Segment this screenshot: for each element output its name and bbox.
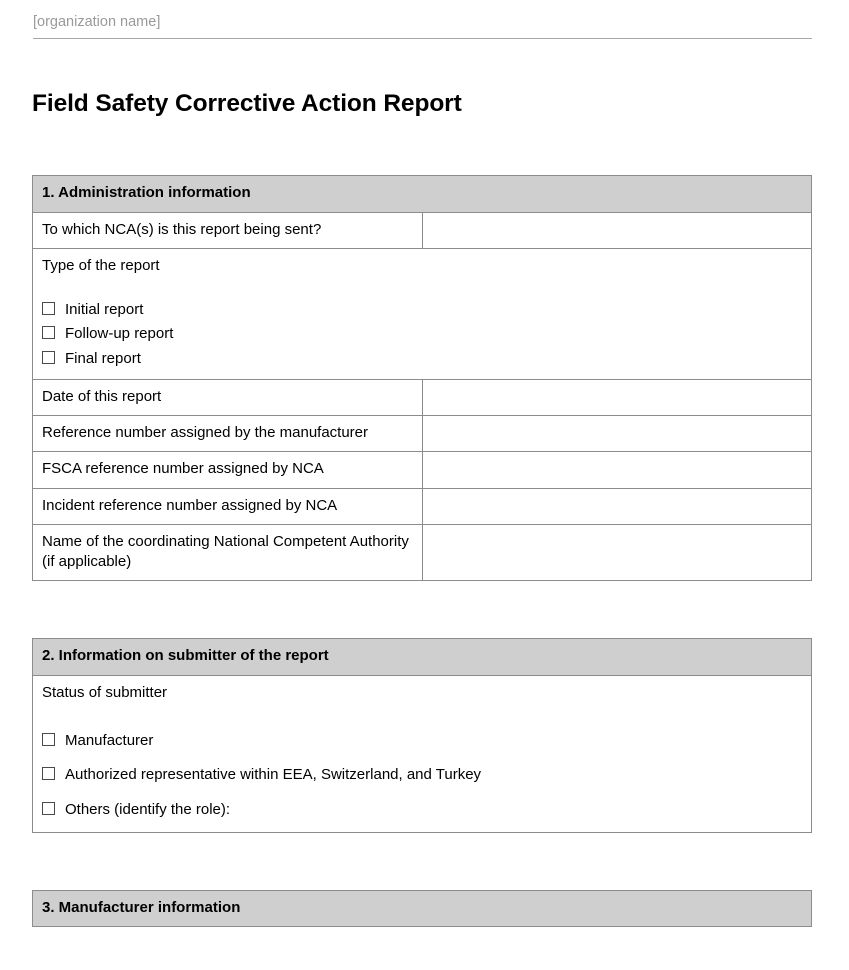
field-coordinating-nca-name[interactable] — [422, 524, 812, 581]
page-title: Field Safety Corrective Action Report — [32, 90, 462, 118]
checkbox-label: Initial report — [65, 301, 144, 319]
checkbox-icon[interactable] — [42, 326, 55, 339]
label-coordinating-nca-name: Name of the coordinating National Competent Authority (if applicable) — [33, 524, 423, 581]
spacer-section1-to-section2 — [32, 581, 817, 638]
field-manufacturer-reference-number[interactable] — [422, 416, 812, 452]
table-row — [33, 488, 812, 524]
checkbox-row-follow-up-report[interactable] — [42, 322, 802, 346]
cell-status-of-submitter — [33, 675, 812, 832]
checkbox-icon[interactable] — [42, 351, 55, 364]
field-incident-reference-number[interactable] — [422, 488, 812, 524]
label-manufacturer-reference-number: Reference number assigned by the manufacturer — [33, 416, 423, 452]
spacer — [42, 276, 802, 298]
table-row — [33, 379, 812, 415]
section-3-manufacturer-information — [32, 890, 812, 927]
label-report-type: Type of the report — [42, 256, 160, 274]
checkbox-icon[interactable] — [42, 767, 55, 780]
checkbox-label: Others (identify the role): — [65, 800, 231, 818]
report-type-checkbox-group — [42, 276, 802, 371]
checkbox-row-initial-report[interactable] — [42, 298, 802, 322]
checkbox-icon[interactable] — [42, 733, 55, 746]
organization-header — [33, 0, 812, 39]
cell-report-type — [33, 248, 812, 379]
checkbox-icon[interactable] — [42, 802, 55, 815]
label-date-of-report: Date of this report — [33, 379, 423, 415]
field-nca-recipients[interactable] — [422, 212, 812, 248]
checkbox-label: Follow-up report — [65, 325, 174, 343]
spacer — [42, 703, 802, 729]
checkbox-label: Manufacturer — [65, 731, 154, 749]
table-row — [33, 675, 812, 832]
label-incident-reference-number: Incident reference number assigned by NCA — [33, 488, 423, 524]
table-row — [33, 890, 812, 926]
section-3-heading: 3. Manufacturer information — [33, 890, 812, 926]
section-1-heading: 1. Administration information — [33, 176, 812, 212]
table-row — [33, 176, 812, 212]
field-date-of-report[interactable] — [422, 379, 812, 415]
checkbox-label: Final report — [65, 349, 141, 367]
checkbox-row-manufacturer[interactable] — [42, 729, 802, 753]
label-nca-recipients: To which NCA(s) is this report being sent? — [33, 212, 423, 248]
spacer-section2-to-section3 — [32, 833, 817, 890]
table-row — [33, 452, 812, 488]
spacer-title-to-section1 — [32, 118, 817, 175]
checkbox-row-others[interactable] — [42, 798, 802, 822]
section-2-submitter-information — [32, 638, 812, 832]
checkbox-row-final-report[interactable] — [42, 347, 802, 371]
submitter-status-checkbox-group — [42, 703, 802, 822]
table-row — [33, 416, 812, 452]
section-2-heading: 2. Information on submitter of the report — [33, 639, 812, 675]
checkbox-row-authorized-representative[interactable] — [42, 763, 802, 787]
checkbox-icon[interactable] — [42, 302, 55, 315]
checkbox-label: Authorized representative within EEA, Switzerland, and Turkey — [65, 766, 482, 784]
table-row — [33, 248, 812, 379]
table-row — [33, 212, 812, 248]
field-fsca-reference-number[interactable] — [422, 452, 812, 488]
section-1-administration-information — [32, 175, 812, 581]
table-row — [33, 639, 812, 675]
label-status-of-submitter: Status of submitter — [42, 683, 168, 701]
label-fsca-reference-number: FSCA reference number assigned by NCA — [33, 452, 423, 488]
organization-name-placeholder[interactable]: [organization name] — [33, 14, 161, 30]
table-row — [33, 524, 812, 581]
